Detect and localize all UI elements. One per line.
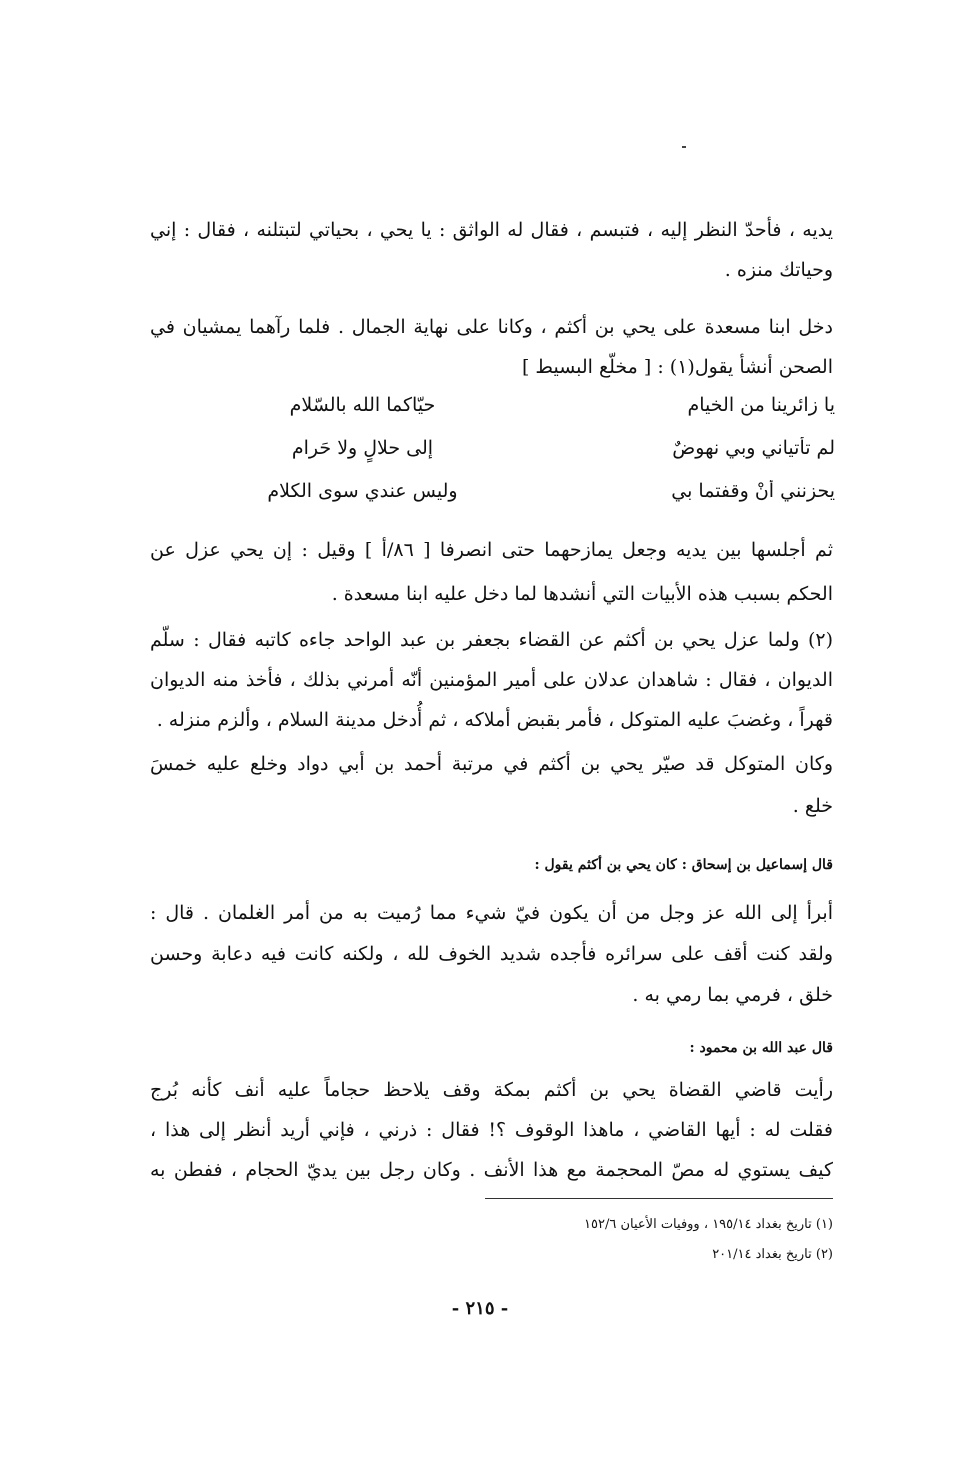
text-line: ولقد كنت أقف على سرائره فأجده شديد الخوف لله ، ولكنه كانت فيه دعابة وحسن bbox=[150, 943, 833, 965]
text-line: يديه ، فأحدّ النظر إليه ، فتبسم ، فقال له الواثق : يا يحي ، بحياتي لتبتلنه ، فقال : إني bbox=[150, 219, 833, 241]
first-hemistich: يا زائرينا من الخيام bbox=[687, 394, 835, 416]
stray-mark bbox=[682, 146, 686, 148]
footnotes bbox=[400, 1210, 833, 1270]
second-hemistich: وليس عندي سوى الكلام bbox=[267, 480, 458, 502]
footnote-divider bbox=[485, 1198, 833, 1199]
text-line: الحكم بسبب هذه الأبيات التي أنشدها لما دخل عليه ابنا مسعدة . bbox=[331, 583, 833, 605]
text-line: وحياتك منزه . bbox=[724, 259, 833, 281]
text-line: دخل ابنا مسعدة على يحي بن أكثم ، وكانا على نهاية الجمال . فلما رآهما يمشيان في bbox=[150, 316, 833, 338]
section-heading: قال إسماعيل بن إسحاق : كان يحي بن أكثم يقول : bbox=[534, 857, 833, 873]
first-hemistich: يحزنني أنْ وقفتما بي bbox=[671, 480, 835, 502]
text-line: خلق ، فرمي بما رمي به . bbox=[632, 984, 833, 1006]
section-heading: قال عبد الله بن محمود : bbox=[689, 1040, 833, 1056]
text-line: خلع . bbox=[792, 795, 833, 817]
paragraph-4 bbox=[150, 620, 833, 740]
text-line: وكان المتوكل قد صيّر يحي بن أكثم في مرتبة أحمد بن أبي دواد وخلع عليه خمسَ bbox=[150, 753, 833, 775]
text-line: فقلت له : أيها القاضي ، ماهذا الوقوف ؟! فقال : ذرني ، فإني أريد أنظر إلى هذا ، bbox=[150, 1119, 833, 1141]
poem-verse bbox=[200, 480, 835, 523]
footnote: (٢) تاريخ بغداد ٢٠١/١٤ bbox=[712, 1247, 833, 1262]
text-line: كيف يستوي له مصّ المحجمة مع هذا الأنف . وكان رجل بين يديّ الحجام ، ففطن به bbox=[150, 1159, 833, 1181]
poem-verse bbox=[200, 394, 835, 437]
text-line: رأيت قاضي القضاة يحي بن أكثم بمكة وقف يلاحظ حجاماً عليه أنف كأنه بُرج bbox=[150, 1079, 833, 1101]
page-number: - ٢١٥ - bbox=[451, 1298, 509, 1319]
text-line: ثم أجلسها بين يديه وجعل يمازحهما حتى انصرفا [ ٨٦/أ ] وقيل : إن يحي عزل عن bbox=[150, 539, 833, 561]
paragraph-6 bbox=[150, 893, 833, 1016]
poem-verse bbox=[200, 437, 835, 480]
paragraph-1 bbox=[150, 210, 833, 290]
paragraph-5 bbox=[150, 743, 833, 827]
footnote: (١) تاريخ بغداد ١٩٥/١٤ ، ووفيات الأعيان ١٥٢/٦ bbox=[584, 1217, 833, 1232]
text-line: الديوان ، فقال : شاهدان عدلان على أمير المؤمنين أنّه أمرني بذلك ، فأخذ منه الديوان bbox=[150, 669, 833, 691]
text-line: أبرأ إلى الله عز وجل من أن يكون فيّ شيء مما رُميت به من أمر الغلمان . قال : bbox=[150, 902, 833, 924]
paragraph-2 bbox=[150, 307, 833, 387]
second-hemistich: إلى حلالٍ ولا حَرام bbox=[291, 437, 434, 459]
text-line: الصحن أنشأ يقول(١) : [ مخلّع البسيط ] bbox=[521, 356, 833, 378]
poem bbox=[200, 394, 835, 523]
text-line: قهراً ، وغضبَ عليه المتوكل ، فأمر بقبض أملاكه ، ثم أُدخل مدينة السلام ، وألزم منزله . bbox=[156, 709, 833, 731]
first-hemistich: لم تأتياني وبي نهوضٌ bbox=[672, 437, 835, 459]
paragraph-7 bbox=[150, 1070, 833, 1190]
text-line: (٢) ولما عزل يحي بن أكثم عن القضاء بجعفر بن عبد الواحد جاءه كاتبه فقال : سلّم bbox=[150, 629, 833, 651]
second-hemistich: حيّاكما الله بالسّلام bbox=[289, 394, 436, 416]
paragraph-3 bbox=[150, 528, 833, 616]
